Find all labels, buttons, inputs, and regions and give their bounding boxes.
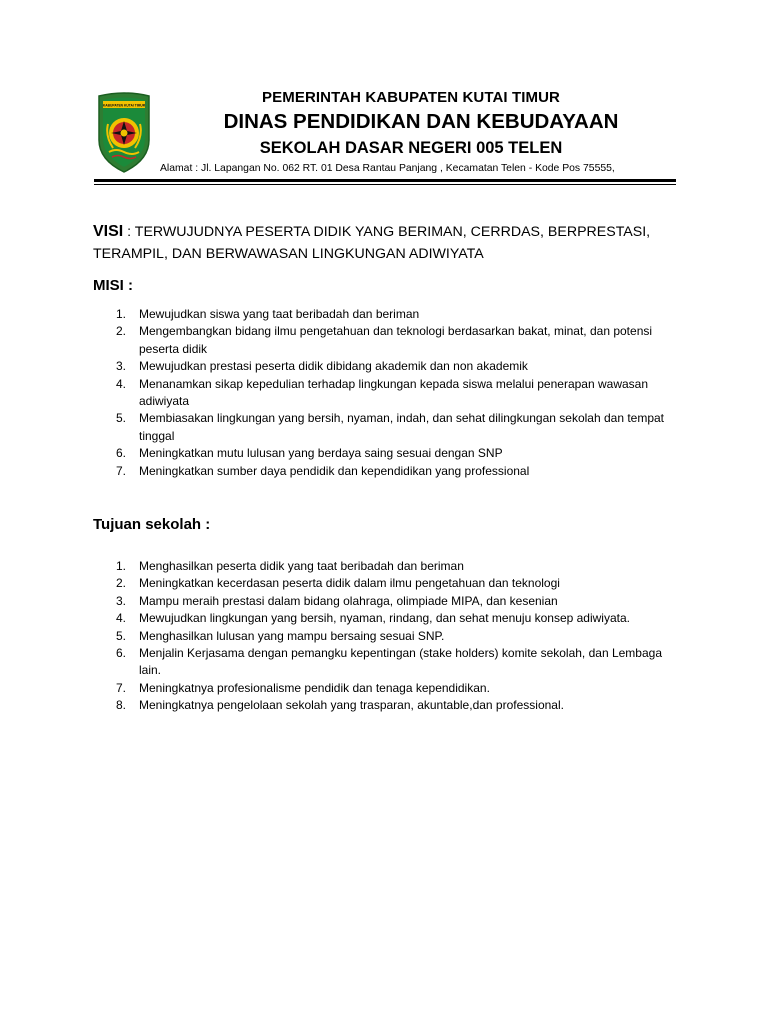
list-item	[93, 680, 683, 697]
list-item-text: Menghasilkan peserta didik yang taat beribadah dan beriman	[139, 559, 464, 573]
list-item-text: Mampu meraih prestasi dalam bidang olahraga, olimpiade MIPA, dan kesenian	[139, 593, 558, 608]
list-item	[93, 628, 683, 645]
list-item-number: 7.	[116, 680, 127, 695]
school-goals-list	[93, 558, 683, 715]
list-item	[93, 575, 683, 592]
vision-label: VISI	[93, 223, 124, 240]
list-item-number: 1.	[116, 307, 127, 321]
list-item-number: 4.	[116, 376, 127, 391]
list-item-text: Meningkatnya profesionalisme pendidik dan tenaga kependidikan.	[139, 680, 490, 695]
list-item	[93, 610, 683, 627]
list-item	[93, 358, 683, 375]
letterhead-government-line: PEMERINTAH KABUPATEN KUTAI TIMUR	[262, 89, 560, 106]
list-item-number: 6.	[116, 646, 127, 661]
list-item	[93, 376, 683, 411]
list-item-number: 4.	[116, 611, 127, 626]
list-item	[93, 463, 683, 480]
list-item-number: 5.	[116, 628, 127, 643]
letterhead-address: Alamat : Jl. Lapangan No. 062 RT. 01 Desa Rantau Panjang , Kecamatan Telen - Kode Pos 75555,	[160, 163, 615, 174]
list-item-text: Meningkatkan sumber daya pendidik dan kependidikan yang professional	[139, 463, 530, 478]
list-item-number: 3.	[116, 359, 127, 374]
list-item-text: Meningkatnya pengelolaan sekolah yang trasparan, akuntable,dan professional.	[139, 698, 564, 713]
vision-statement	[93, 221, 693, 265]
list-item	[93, 593, 683, 610]
list-item-text: Mewujudkan prestasi peserta didik dibidang akademik dan non akademik	[139, 359, 528, 374]
letterhead-divider-thick	[94, 179, 676, 182]
logo-banner-text: KABUPATEN KUTAI TIMUR	[102, 103, 146, 108]
list-item-number: 1.	[116, 559, 127, 573]
list-item	[93, 558, 683, 575]
school-goals-heading: Tujuan sekolah :	[93, 516, 211, 533]
list-item	[93, 410, 683, 445]
list-item-number: 3.	[116, 593, 127, 608]
letterhead-school-name: SEKOLAH DASAR NEGERI 005 TELEN	[259, 139, 563, 157]
list-item-text: Membiasakan lingkungan yang bersih, nyaman, indah, dan sehat dilingkungan sekolah dan tempat tinggal	[139, 411, 665, 443]
list-item-text: Meningkatkan mutu lulusan yang berdaya saing sesuai dengan SNP	[139, 446, 503, 461]
list-item-text: Menanamkan sikap kepedulian terhadap lingkungan kepada siswa melalui penerapan wawasan adiwiyata	[139, 376, 649, 409]
list-item	[93, 645, 683, 680]
list-item-text: Menghasilkan lulusan yang mampu bersaing sesuai SNP.	[139, 628, 445, 643]
list-item-number: 2.	[116, 324, 127, 339]
list-item-text: Mewujudkan lingkungan yang bersih, nyaman, rindang, dan sehat menuju konsep adiwiyata.	[139, 611, 630, 626]
list-item-text: Menjalin Kerjasama dengan pemangku kepentingan (stake holders) komite sekolah, dan Lembaga lain.	[139, 646, 662, 678]
list-item-text: Mewujudkan siswa yang taat beribadah dan beriman	[139, 307, 420, 321]
list-item-number: 6.	[116, 446, 127, 461]
list-item-number: 2.	[116, 576, 127, 591]
vision-text: : TERWUJUDNYA PESERTA DIDIK YANG BERIMAN, CERRDAS, BERPRESTASI, TERAMPIL, DAN BERWAWASAN LINGKUNGAN ADIWIYATA	[93, 224, 651, 262]
list-item	[93, 445, 683, 462]
letterhead-department-line: DINAS PENDIDIKAN DAN KEBUDAYAAN	[223, 110, 619, 133]
list-item-text: Mengembangkan bidang ilmu pengetahuan dan teknologi berdasarkan bakat, minat, dan potensi peserta didik	[139, 324, 653, 356]
list-item	[93, 306, 683, 323]
mission-heading: MISI :	[93, 277, 133, 294]
letterhead-divider-thin	[94, 184, 676, 185]
list-item-number: 5.	[116, 411, 127, 426]
list-item-text: Meningkatkan kecerdasan peserta didik dalam ilmu pengetahuan dan teknologi	[139, 576, 560, 591]
list-item	[93, 323, 683, 358]
list-item	[93, 697, 683, 714]
mission-list	[93, 306, 683, 480]
list-item-number: 7.	[116, 463, 127, 478]
list-item-number: 8.	[116, 698, 127, 713]
